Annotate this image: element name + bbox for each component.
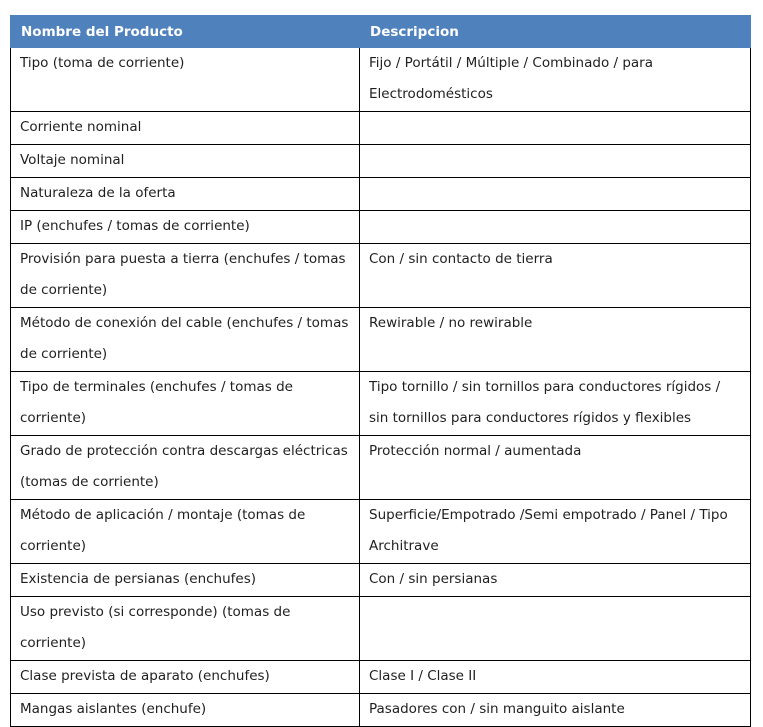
table-row <box>11 48 751 112</box>
row-11-name: Uso previsto (si corresponde) (tomas de corriente) <box>20 604 291 651</box>
row-1-name: Corriente nominal <box>20 119 142 135</box>
cell-product-name <box>11 308 360 372</box>
table-row <box>11 308 751 372</box>
cell-product-name <box>11 500 360 564</box>
cell-description <box>360 112 751 145</box>
cell-description <box>360 564 751 597</box>
row-5-name: Provisión para puesta a tierra (enchufes / tomas de corriente) <box>20 251 346 298</box>
row-8-name: Grado de protección contra descargas eléctricas (tomas de corriente) <box>20 443 348 490</box>
cell-description <box>360 308 751 372</box>
cell-product-name <box>11 48 360 112</box>
row-3-name: Naturaleza de la oferta <box>20 185 176 201</box>
table-row <box>11 211 751 244</box>
table-row <box>11 694 751 727</box>
cell-description <box>360 145 751 178</box>
cell-product-name <box>11 597 360 661</box>
row-4-name: IP (enchufes / tomas de corriente) <box>20 218 250 234</box>
row-13-description: Pasadores con / sin manguito aislante <box>369 701 625 717</box>
cell-description <box>360 178 751 211</box>
row-9-description: Superficie/Empotrado /Semi empotrado / Panel / Tipo Architrave <box>369 507 728 554</box>
cell-product-name <box>11 372 360 436</box>
table-row <box>11 661 751 694</box>
row-12-description: Clase I / Clase II <box>369 668 477 684</box>
table-row <box>11 244 751 308</box>
cell-description <box>360 694 751 727</box>
cell-description <box>360 244 751 308</box>
row-6-name: Método de conexión del cable (enchufes / tomas de corriente) <box>20 315 349 362</box>
cell-description <box>360 48 751 112</box>
cell-product-name <box>11 661 360 694</box>
cell-product-name <box>11 244 360 308</box>
header-description: Descripcion <box>360 16 751 48</box>
row-7-description: Tipo tornillo / sin tornillos para conductores rígidos / sin tornillos para conductores rígidos y flexibles <box>369 379 721 426</box>
row-0-name: Tipo (toma de corriente) <box>20 55 185 71</box>
table-header-row <box>11 16 751 48</box>
row-5-description: Con / sin contacto de tierra <box>369 251 553 267</box>
row-13-name: Mangas aislantes (enchufe) <box>20 701 207 717</box>
row-9-name: Método de aplicación / montaje (tomas de corriente) <box>20 507 306 554</box>
row-8-description: Protección normal / aumentada <box>369 443 582 459</box>
cell-description <box>360 372 751 436</box>
table-row <box>11 145 751 178</box>
row-7-name: Tipo de terminales (enchufes / tomas de corriente) <box>20 379 293 426</box>
row-12-name: Clase prevista de aparato (enchufes) <box>20 668 270 684</box>
table-row <box>11 500 751 564</box>
table-row <box>11 178 751 211</box>
cell-product-name <box>11 178 360 211</box>
row-10-description: Con / sin persianas <box>369 571 498 587</box>
table-row <box>11 372 751 436</box>
cell-product-name <box>11 564 360 597</box>
cell-description <box>360 597 751 661</box>
cell-description <box>360 436 751 500</box>
cell-product-name <box>11 112 360 145</box>
cell-description <box>360 661 751 694</box>
table-row <box>11 564 751 597</box>
product-table-container <box>10 15 750 727</box>
cell-product-name <box>11 694 360 727</box>
table-row <box>11 112 751 145</box>
header-product-name: Nombre del Producto <box>11 16 360 48</box>
table-row <box>11 436 751 500</box>
table-row <box>11 597 751 661</box>
product-table <box>10 15 751 727</box>
cell-description <box>360 211 751 244</box>
row-0-description: Fijo / Portátil / Múltiple / Combinado / para Electrodomésticos <box>369 55 654 102</box>
cell-product-name <box>11 145 360 178</box>
row-2-name: Voltaje nominal <box>20 152 125 168</box>
row-10-name: Existencia de persianas (enchufes) <box>20 571 257 587</box>
row-6-description: Rewirable / no rewirable <box>369 315 533 331</box>
cell-description <box>360 500 751 564</box>
cell-product-name <box>11 211 360 244</box>
cell-product-name <box>11 436 360 500</box>
